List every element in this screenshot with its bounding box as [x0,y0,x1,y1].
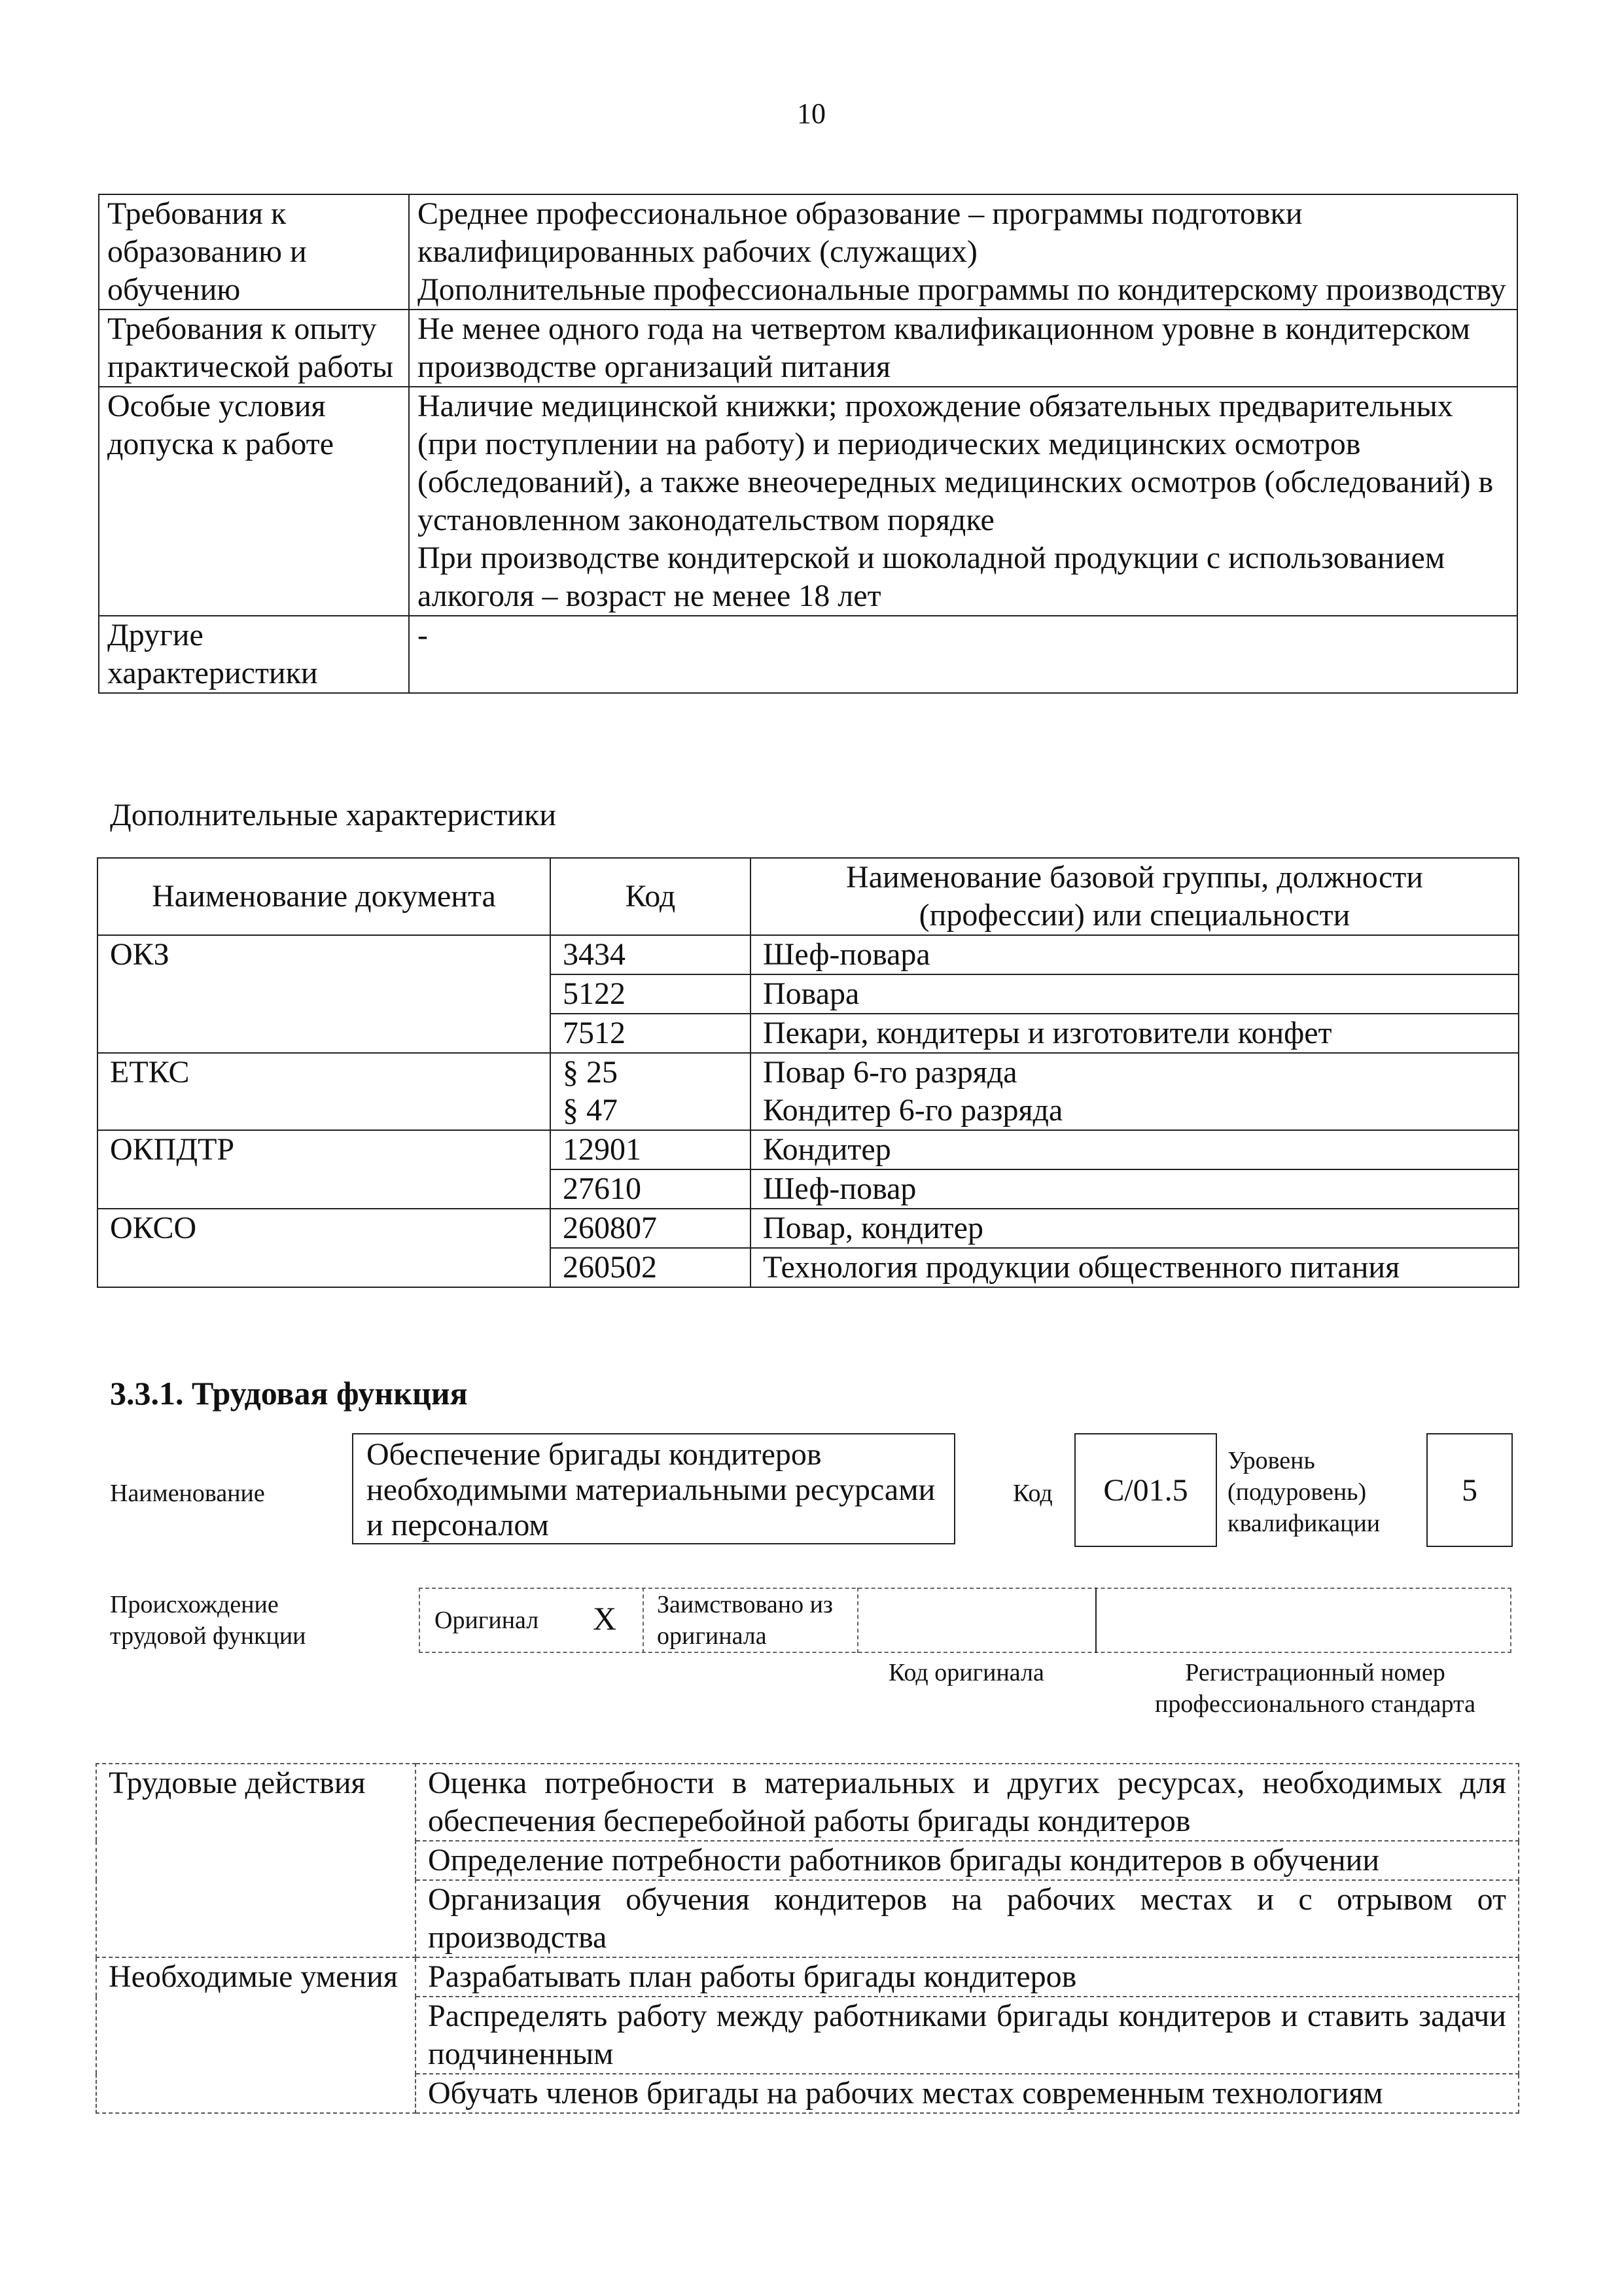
code-cell: 27610 [550,1169,750,1209]
header-row [97,858,1519,935]
requirements-table [98,194,1518,694]
header-code: Код [550,858,750,935]
code-cell: 260807 [550,1209,750,1248]
name-label: Наименование [110,1480,265,1507]
action-item: Оценка потребности в материальных и других ресурсах, необходимых для обеспечения бесперебойной работы бригады кондитеров [415,1764,1519,1841]
reg-number-label: Регистрационный номер профессионального стандарта [1155,1659,1475,1718]
skill-item: Распределять работу между работниками бригады кондитеров и ставить задачи подчиненным [415,1997,1519,2074]
skill-item: Разрабатывать план работы бригады кондитеров [415,1957,1519,1997]
actions-label: Трудовые действия [96,1764,415,1957]
function-name-value: Обеспечение бригады кондитеров необходимыми материальными ресурсами и персоналом [366,1437,936,1542]
table-row [97,935,1519,974]
code-cell: 260502 [550,1248,750,1287]
table-row [99,387,1517,616]
table-row [96,1957,1519,1997]
doc-cell: ОКПДТР [97,1130,550,1209]
name-cell: Повар, кондитер [750,1209,1519,1248]
action-item: Организация обучения кондитеров на рабочих местах и с отрывом от производства [415,1880,1519,1957]
row-label: Другие характеристики [99,616,409,693]
table-row [99,310,1517,387]
origin-divider [1095,1588,1097,1653]
row-value [409,387,1517,616]
level-value: 5 [1462,1472,1477,1508]
additional-title: Дополнительные характеристики [110,798,557,832]
row-value [409,194,1517,310]
function-heading: 3.3.1. Трудовая функция [110,1375,468,1412]
code-cell: 3434 [550,935,750,974]
row-value [409,310,1517,387]
code-value: C/01.5 [1103,1472,1188,1508]
name-cell: Шеф-повара [750,935,1519,974]
code-original-label: Код оригинала [889,1659,1044,1686]
borrowed-label: Заимствовано из оригинала [657,1591,833,1650]
code-cell: § 47 [550,1092,750,1130]
page-number: 10 [797,98,826,130]
function-name-box [352,1433,955,1544]
row-label: Требования к опыту практической работы [99,310,409,387]
code-cell: § 25 [550,1053,750,1092]
value-line: Не менее одного года на четвертом квалификационном уровне в кондитерском производстве организаций питания [417,311,1470,384]
header-name: Наименование базовой группы, должности (профессии) или специальности [750,858,1519,935]
table-row [97,1130,1519,1169]
name-cell: Шеф-повар [750,1169,1519,1209]
name-cell: Повар 6-го разряда [750,1053,1519,1092]
table-row [97,1209,1519,1248]
skills-label: Необходимые умения [96,1957,415,2113]
name-cell: Повара [750,974,1519,1014]
name-cell: Технология продукции общественного питания [750,1248,1519,1287]
doc-cell: ОКЗ [97,935,550,1053]
doc-cell: ОКСО [97,1209,550,1287]
level-label: Уровень (подуровень) квалификации [1227,1447,1381,1537]
table-row [97,1053,1519,1092]
code-cell: 5122 [550,974,750,1014]
row-label: Особые условия допуска к работе [99,387,409,616]
value-line: При производстве кондитерской и шоколадной продукции с использованием алкоголя – возраст не менее 18 лет [417,541,1445,613]
skill-item: Обучать членов бригады на рабочих местах современным технологиям [415,2074,1519,2113]
level-box [1426,1433,1513,1547]
original-mark: X [593,1600,617,1637]
additional-table [97,857,1519,1288]
doc-cell: ЕТКС [97,1053,550,1130]
code-cell: 7512 [550,1014,750,1053]
name-cell: Пекари, кондитеры и изготовители конфет [750,1014,1519,1053]
code-label: Код [1013,1480,1053,1507]
table-row [99,616,1517,693]
function-table [96,1763,1519,2114]
table-row [96,1764,1519,1841]
origin-divider [643,1588,644,1653]
value-line: Дополнительные профессиональные программы по кондитерскому производству [417,272,1506,307]
row-label: Требования к образованию и обучению [99,194,409,310]
action-item: Определение потребности работников бригады кондитеров в обучении [415,1841,1519,1880]
origin-box [419,1588,1511,1653]
header-doc: Наименование документа [97,858,550,935]
value-line: - [417,618,428,652]
value-line: Среднее профессиональное образование – программы подготовки квалифицированных рабочих (служащих) [417,196,1303,269]
value-line: Наличие медицинской книжки; прохождение обязательных предварительных (при поступлении на работу) и периодических медицинских осмотров (обследований), а также внеочередных медицинских осмотров (обследований) в установленном законодательством порядке [417,389,1494,537]
original-label: Оригинал [434,1607,539,1634]
row-value [409,616,1517,693]
table-row [99,194,1517,310]
origin-label: Происхождение трудовой функции [110,1591,306,1650]
code-box [1074,1433,1217,1547]
origin-divider [857,1588,858,1653]
name-cell: Кондитер [750,1130,1519,1169]
code-cell: 12901 [550,1130,750,1169]
name-cell: Кондитер 6-го разряда [750,1092,1519,1130]
